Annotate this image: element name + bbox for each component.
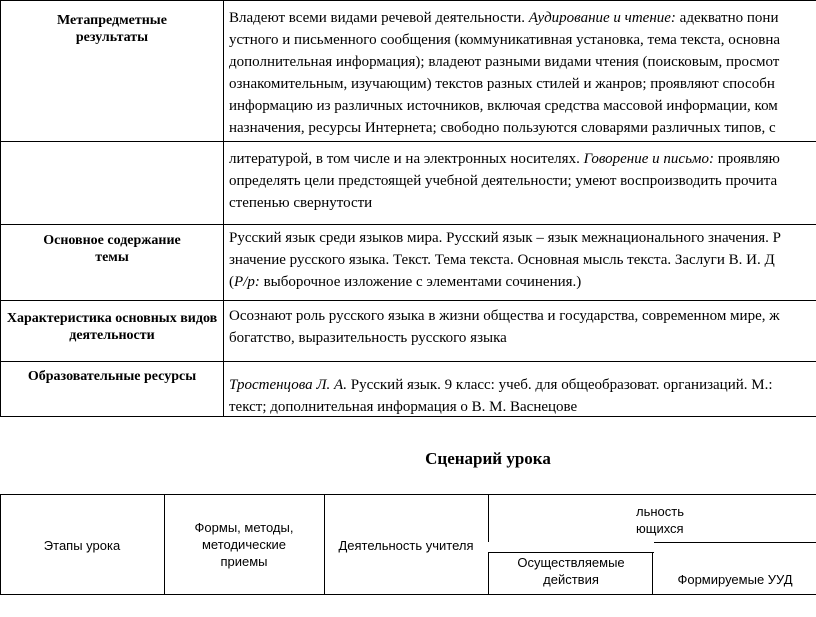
- text-line: [229, 73, 816, 95]
- text-line: [229, 148, 816, 170]
- text-line: [229, 227, 816, 249]
- header-forms: Формы, методы, методические приемы: [194, 520, 294, 569]
- text-segment: проявляю: [713, 151, 780, 167]
- row-text-metasubject-cont: [229, 148, 816, 214]
- row-label-activities: Характеристика основных видов деятельности: [6, 311, 218, 343]
- text-line: [229, 327, 816, 349]
- text-segment: Русский язык среди языков мира. Русский язык – язык межнационального значения. Р: [229, 230, 781, 246]
- text-line: [229, 271, 816, 293]
- text-line: [229, 51, 816, 73]
- text-segment: выборочное изложение с элементами сочинения.): [259, 274, 582, 290]
- text-segment: Осознают роль русского языка в жизни общества и государства, современном мире, ж: [229, 308, 780, 324]
- text-line: [229, 7, 816, 29]
- text-segment: значение русского языка. Текст. Тема текста. Основная мысль текста. Заслуги В. И. Д: [229, 252, 775, 268]
- subheader-actions: Осуществляемые действия: [517, 555, 625, 587]
- header-students-bottom: ющихся: [636, 521, 684, 536]
- text-segment: информацию из различных источников, включая средства массовой информации, ком: [229, 98, 778, 114]
- section-title: Сценарий урока: [425, 449, 551, 468]
- subheader-uud: Формируемые УУД: [677, 572, 793, 587]
- text-segment: (: [229, 274, 234, 290]
- text-segment: устного и письменного сообщения (коммуникативная установка, тема текста, основна: [229, 32, 781, 48]
- text-segment: назначения, ресурсы Интернета; свободно пользуются словарями различных типов, с: [229, 120, 776, 136]
- text-segment: текст; дополнительная информация о В. М. Васнецове: [229, 399, 578, 415]
- row-label-resources: Образовательные ресурсы: [27, 369, 197, 384]
- row-label-metasubject: Метапредметные результаты: [57, 13, 167, 45]
- text-line: [229, 95, 816, 117]
- text-segment: адекватно пони: [675, 10, 779, 26]
- text-line: [229, 192, 816, 214]
- text-line: [229, 305, 816, 327]
- text-segment: ознакомительным, изучающим) текстов разных стилей и жанров; проявляют способн: [229, 76, 775, 92]
- text-segment: Владеют всеми видами речевой деятельности.: [229, 10, 529, 26]
- text-segment: степенью свернутости: [229, 195, 373, 211]
- text-segment: Аудирование и чтение:: [528, 10, 676, 26]
- text-segment: Русский язык. 9 класс: учеб. для общеобразоват. организаций. М.:: [346, 377, 773, 393]
- text-segment: литературой, в том числе и на электронных носителях.: [229, 151, 584, 167]
- text-line: [229, 29, 816, 51]
- text-line: [229, 117, 816, 139]
- row-text-content: [229, 227, 816, 293]
- text-segment: Говорение и письмо:: [583, 151, 714, 167]
- header-teacher: Деятельность учителя: [338, 538, 474, 553]
- text-line: [229, 170, 816, 192]
- text-segment: Тростенцова Л. А.: [229, 377, 347, 393]
- row-text-activities: [229, 305, 816, 349]
- row-text-metasubject: [229, 7, 816, 139]
- text-segment: дополнительная информация); владеют разными видами чтения (поисковым, просмот: [229, 54, 780, 70]
- text-segment: богатство, выразительность русского языка: [229, 330, 507, 346]
- header-students-top: льность: [636, 504, 684, 519]
- text-line: [229, 374, 816, 396]
- row-text-resources: [229, 374, 816, 418]
- text-line: [229, 396, 816, 418]
- row-label-content: Основное содержание темы: [43, 233, 181, 265]
- scenario-table: [0, 494, 816, 596]
- text-line: [229, 249, 816, 271]
- text-segment: определять цели предстоящей учебной деятельности; умеют воспроизводить прочита: [229, 173, 778, 189]
- text-segment: Р/р:: [234, 274, 260, 290]
- header-stages: Этапы урока: [43, 538, 121, 553]
